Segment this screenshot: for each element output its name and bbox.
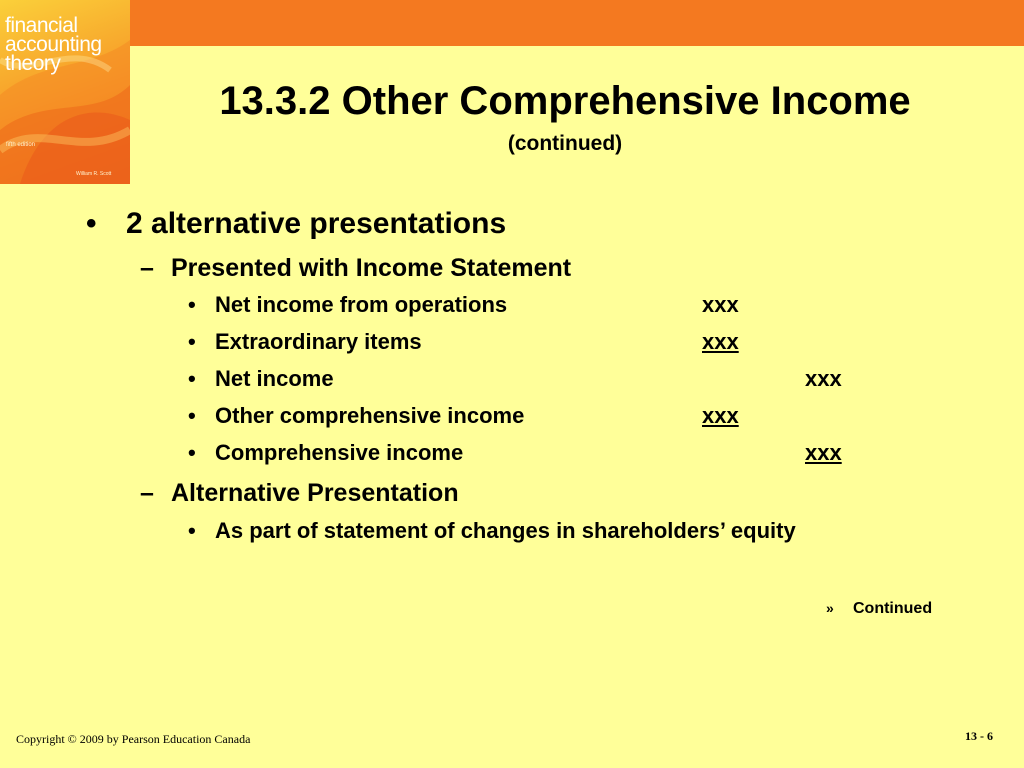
bullet-icon: • [188, 366, 196, 391]
slide-number: 13 - 6 [965, 729, 993, 743]
item-value-net-income: xxx [805, 366, 842, 391]
slide-title: 13.3.2 Other Comprehensive Income [219, 79, 911, 123]
top-orange-band [0, 0, 1024, 46]
bullet-icon: • [188, 292, 196, 317]
item-label-extraordinary-items: Extraordinary items [215, 329, 422, 354]
book-cover-image [0, 0, 130, 184]
dash-icon: – [140, 254, 154, 282]
bullet-icon: • [188, 329, 196, 354]
subbullet-presented-with-income-statement: Presented with Income Statement [171, 254, 572, 282]
subbullet-alternative-presentation: Alternative Presentation [171, 479, 459, 507]
item-statement-of-changes-in-equity: As part of statement of changes in shareholders’ equity [215, 518, 796, 543]
item-value-extraordinary-items: xxx [702, 329, 739, 354]
item-label-net-income-from-operations: Net income from operations [215, 292, 508, 317]
dash-icon: – [140, 479, 154, 507]
cover-author: William R. Scott [76, 171, 112, 177]
item-label-comprehensive-income: Comprehensive income [215, 440, 464, 465]
cover-title: financial accounting theory [5, 14, 102, 75]
slide-subtitle: (continued) [507, 132, 623, 155]
copyright-footer: Copyright © 2009 by Pearson Education Canada [16, 732, 251, 746]
cover-edition: fifth edition [6, 142, 36, 148]
bullet-alternative-presentations: 2 alternative presentations [126, 207, 507, 240]
bullet-icon: • [188, 403, 196, 428]
item-value-comprehensive-income: xxx [805, 440, 842, 465]
item-value-net-income-from-operations: xxx [702, 292, 739, 317]
continued-label: Continued [853, 600, 933, 617]
continued-marker-icon: » [826, 600, 834, 616]
bullet-icon: • [188, 440, 196, 465]
bullet-icon: • [86, 207, 97, 240]
bullet-icon: • [188, 518, 196, 543]
item-value-other-comprehensive-income: xxx [702, 403, 739, 428]
item-label-net-income: Net income [215, 366, 334, 391]
item-label-other-comprehensive-income: Other comprehensive income [215, 403, 525, 428]
